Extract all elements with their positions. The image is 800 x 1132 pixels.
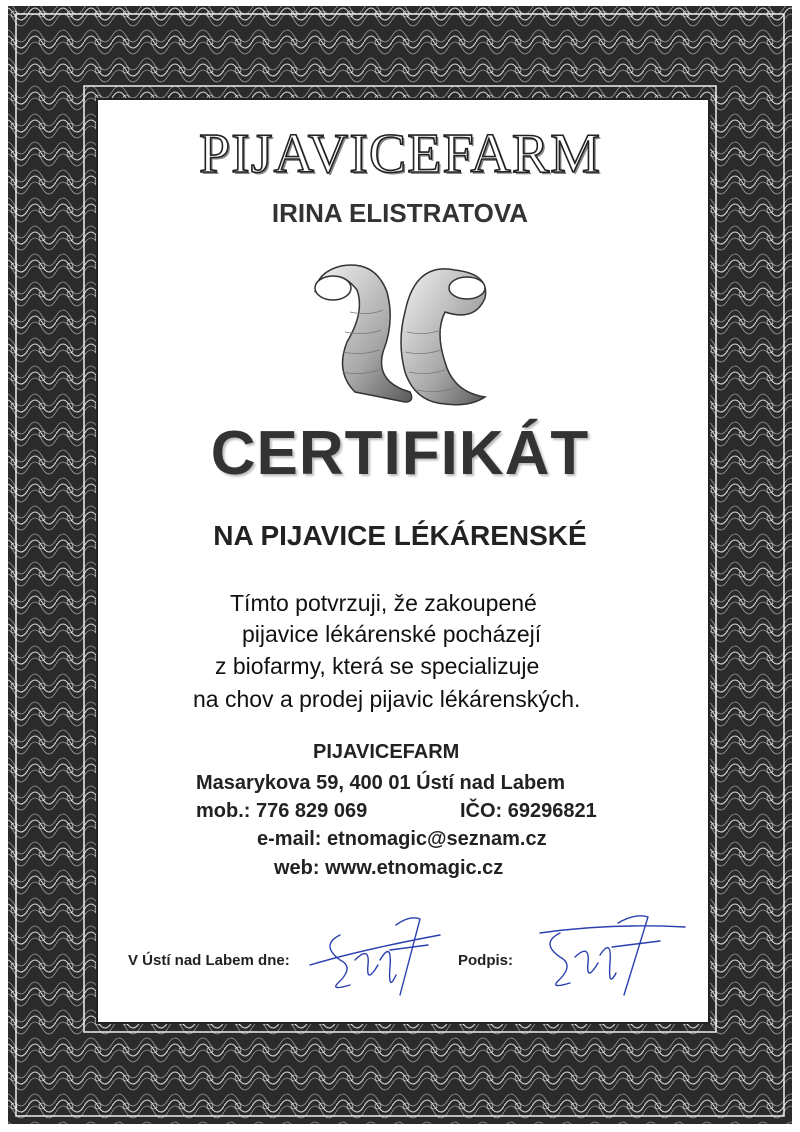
handwritten-signature-date	[300, 905, 450, 1005]
contact-address: Masarykova 59, 400 01 Ústí nad Labem	[196, 772, 566, 794]
contact-ico: IČO: 69296821	[460, 800, 597, 822]
owner-name: IRINA ELISTRATOVA	[271, 198, 529, 228]
contact-email: e-mail: etnomagic@seznam.cz	[257, 828, 547, 850]
contact-name: PIJAVICEFARM	[313, 741, 460, 763]
handwritten-signature	[520, 905, 690, 1005]
body-line-4: na chov a prodej pijavic lékárenských.	[193, 686, 581, 712]
body-line-1: Tímto potvrzuji, že zakoupené	[230, 590, 537, 616]
signature-label: Podpis:	[458, 952, 513, 969]
certificate-subtitle: NA PIJAVICE LÉKÁRENSKÉ	[213, 520, 587, 551]
place-date-label: V Ústí nad Labem dne:	[128, 952, 290, 969]
body-line-3: z biofarmy, která se specializuje	[215, 653, 540, 679]
leech-illustration	[295, 252, 505, 412]
certificate-title: CERTIFIKÁT	[210, 419, 590, 488]
certificate-panel	[96, 98, 710, 1024]
contact-web: web: www.etnomagic.cz	[274, 857, 504, 879]
contact-mobile: mob.: 776 829 069	[196, 800, 368, 822]
brand-logo-text: PIJAVICEFARM	[198, 123, 602, 185]
body-line-2: pijavice lékárenské pocházejí	[242, 621, 542, 647]
